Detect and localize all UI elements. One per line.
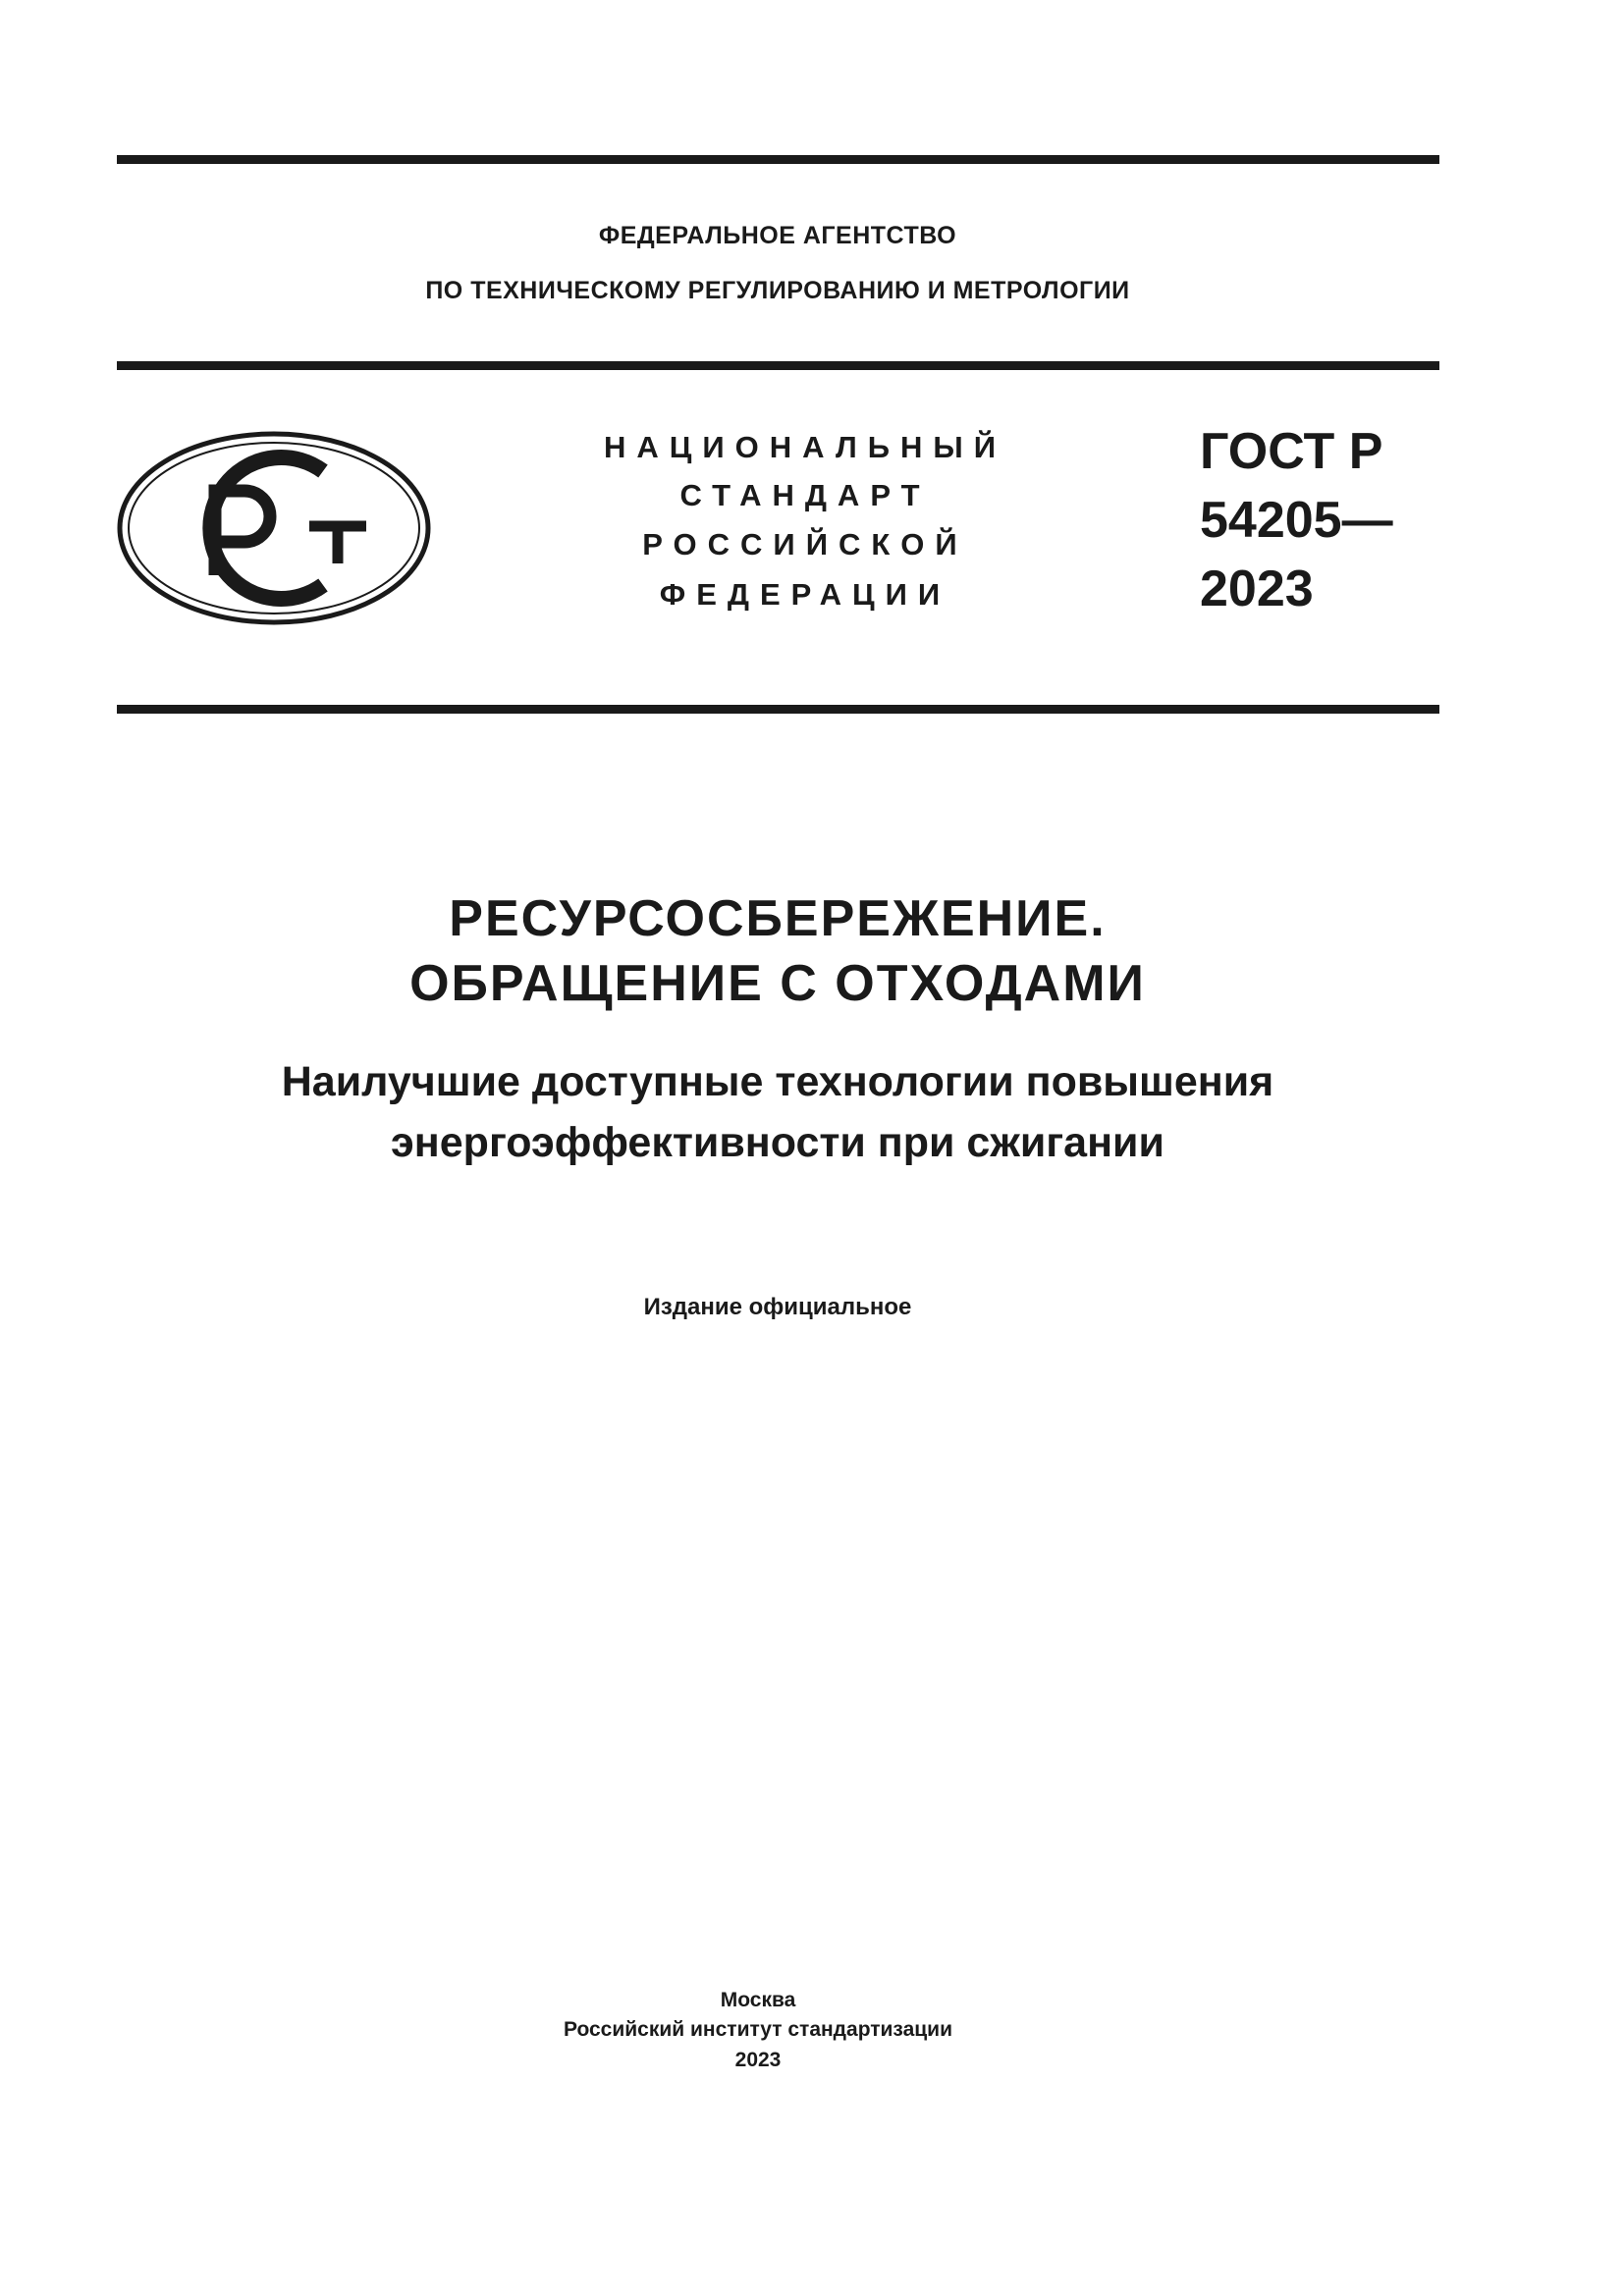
designation-prefix: ГОСТ Р [1200, 423, 1383, 480]
header-rule [117, 361, 1439, 370]
imprint-publisher: Российский институт стандартизации [563, 2018, 953, 2041]
edition-label: Издание официальное [643, 1294, 912, 1320]
document-title-line-1: РЕСУРСОСБЕРЕЖЕНИЕ. [449, 890, 1107, 947]
document-subtitle-line-1: Наилучшие доступные технологии повышения [281, 1058, 1274, 1105]
standard-type-line-2: СТАНДАРТ [679, 478, 931, 512]
standard-type-line-4: ФЕДЕРАЦИИ [659, 577, 951, 612]
agency-name-line-2: ПО ТЕХНИЧЕСКОМУ РЕГУЛИРОВАНИЮ И МЕТРОЛОГИИ [425, 277, 1130, 304]
agency-name-line-1: ФЕДЕРАЛЬНОЕ АГЕНТСТВО [598, 222, 957, 249]
standard-type-line-3: РОССИЙСКОЙ [642, 527, 968, 561]
designation-number: 54205— [1200, 492, 1393, 549]
rst-certification-mark-icon [117, 420, 431, 636]
standard-type-line-1: НАЦИОНАЛЬНЫЙ [603, 430, 1007, 464]
designation-year: 2023 [1200, 561, 1314, 617]
imprint-year: 2023 [734, 2049, 782, 2071]
document-title-line-2: ОБРАЩЕНИЕ С ОТХОДАМИ [409, 955, 1146, 1012]
top-rule [117, 155, 1439, 164]
document-subtitle-line-2: энергоэффективности при сжигании [391, 1119, 1164, 1166]
imprint-city: Москва [720, 1989, 796, 2011]
header-bottom-rule [117, 705, 1439, 714]
